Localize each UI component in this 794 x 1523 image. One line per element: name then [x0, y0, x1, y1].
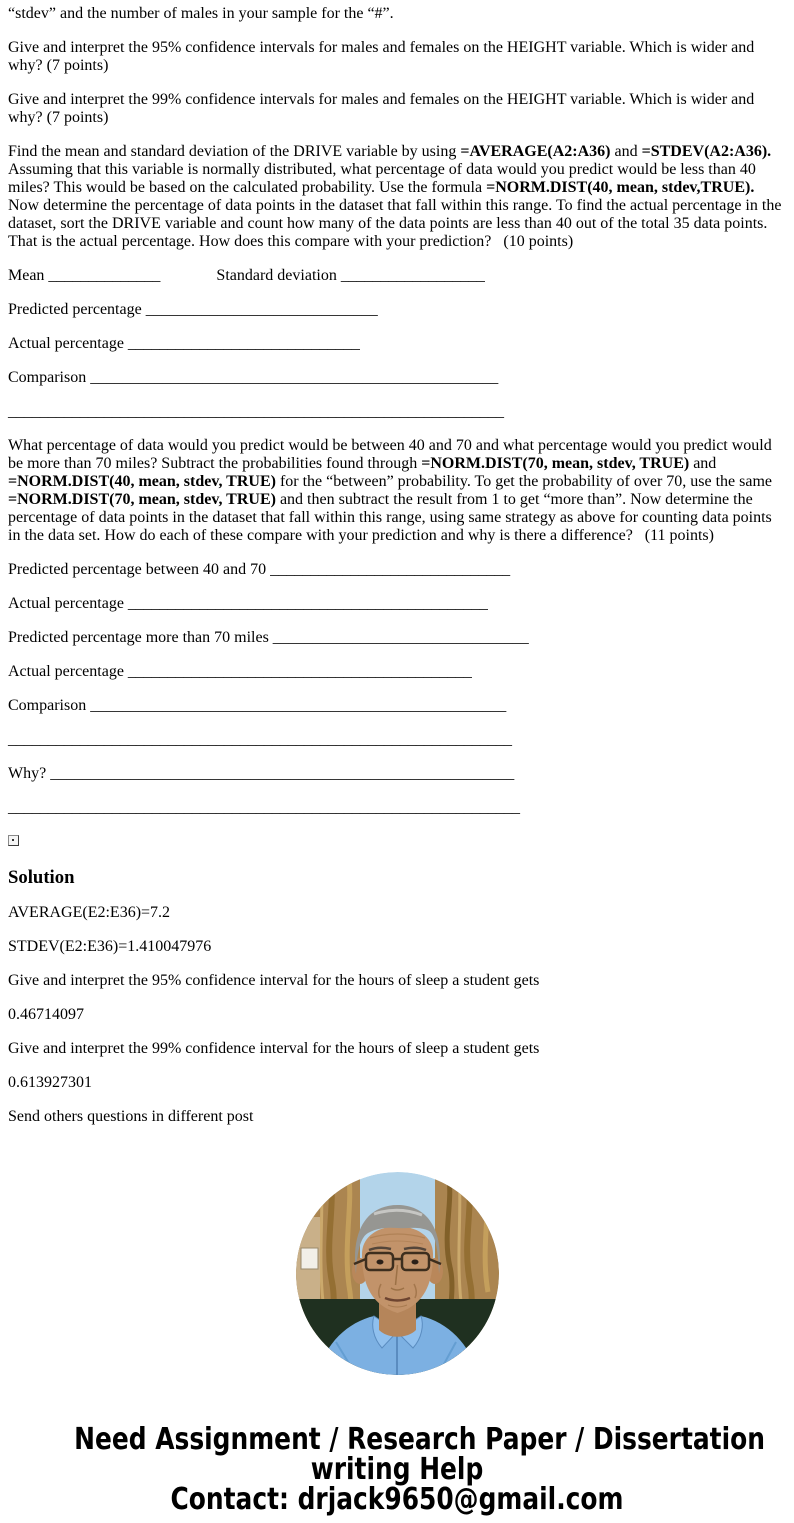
blank-rule-line: _______________________________________________________________: [8, 731, 512, 748]
missing-image-line: [8, 833, 786, 851]
blank-predicted-percentage: Predicted percentage _____________________________: [8, 301, 378, 318]
eye: [376, 1260, 383, 1265]
text-segment: and: [610, 143, 642, 160]
formula-normdist-70: =NORM.DIST(70, mean, stdev, TRUE): [8, 491, 276, 508]
formula-normdist-40: =NORM.DIST(40, mean, stdev,TRUE).: [486, 179, 755, 196]
portrait-illustration: [296, 1172, 499, 1375]
footer-contact-line: Contact: drjack9650@gmail.com: [170, 1482, 624, 1517]
solution-ci99-value: 0.613927301: [8, 1074, 92, 1091]
solution-ci99-line: Give and interpret the 99% confidence interval for the hours of sleep a student gets: [8, 1040, 540, 1057]
text-segment: Assuming that this variable is normally distributed, what percentage of data would you predict would be less than 40 miles? This would be based on the calculated probability. Use the formula: [8, 161, 756, 196]
question-ci99: Give and interpret the 99% confidence intervals for males and females on the HEIGHT variable. Which is wider and why? (7 points): [8, 91, 755, 126]
question-between-paragraph: [8, 437, 786, 545]
formula-normdist-70: =NORM.DIST(70, mean, stdev, TRUE): [421, 455, 690, 472]
blank-rule-line: ________________________________________________________________: [8, 799, 520, 816]
text-segment: Now determine the percentage of data points in the dataset that fall within this range. To find the actual percentage in the dataset, sort the DRIVE variable and count how many of the data points are less than 40 out of the total 35 data points. That is the actual percentage. How does this compare with your prediction? (10 points): [8, 197, 782, 250]
solution-ci95-value: 0.46714097: [8, 1006, 84, 1023]
blank-why: Why? __________________________________________________________: [8, 765, 515, 782]
blank-comparison-2: Comparison ____________________________________________________: [8, 697, 507, 714]
formula-stdev: =STDEV(A2:A36).: [641, 143, 772, 160]
footer-heading-line-2: writing Help: [310, 1452, 484, 1487]
blank-comparison: Comparison ___________________________________________________: [8, 369, 499, 386]
text-segment: for the “between” probability. To get the probability of over 70, use the same: [275, 473, 773, 490]
question-ci95: Give and interpret the 95% confidence intervals for males and females on the HEIGHT variable. Which is wider and why? (7 points): [8, 39, 755, 74]
missing-image-icon: [8, 835, 19, 846]
clipped-top-line: “stdev” and the number of males in your sample for the “#”.: [8, 5, 394, 22]
text-segment: and then subtract the result from 1 to get “more than”. Now determine the percentage of data points in the dataset that fall within this range, using same strategy as above for counting data points in the data set. How do each of these compare with your prediction and why is there a difference? (11 points): [8, 491, 772, 544]
portrait-photo: [296, 1172, 499, 1375]
blank-predicted-more70: Predicted percentage more than 70 miles ________________________________: [8, 629, 529, 646]
question-drive-paragraph: [8, 143, 786, 251]
blank-actual-between: Actual percentage _____________________________________________: [8, 595, 488, 612]
blank-predicted-between: Predicted percentage between 40 and 70 ______________________________: [8, 561, 511, 578]
footer-banner: [8, 1422, 786, 1517]
blank-rule-line: ______________________________________________________________: [8, 403, 504, 420]
footer-heading-line-1: Need Assignment / Research Paper / Dissertation: [74, 1422, 765, 1457]
eye: [411, 1260, 418, 1265]
switch-plate: [301, 1248, 318, 1269]
blank-mean-stdev: Mean ______________ Standard deviation __________________: [8, 267, 485, 284]
solution-heading: Solution: [8, 867, 75, 888]
solution-stdev-line: STDEV(E2:E36)=1.410047976: [8, 938, 212, 955]
text-segment: and: [689, 455, 717, 472]
text-segment: Find the mean and standard deviation of the DRIVE variable by using: [8, 143, 461, 160]
blank-actual-more70: Actual percentage ___________________________________________: [8, 663, 472, 680]
solution-average-line: AVERAGE(E2:E36)=7.2: [8, 904, 171, 921]
blank-actual-percentage: Actual percentage _____________________________: [8, 335, 360, 352]
solution-send-line: Send others questions in different post: [8, 1108, 254, 1125]
text-segment: What percentage of data would you predict would be between 40 and 70 and what percentage would you predict would be more than 70 miles? Subtract the probabilities found through: [8, 437, 772, 472]
formula-average: =AVERAGE(A2:A36): [460, 143, 611, 160]
formula-normdist-40: =NORM.DIST(40, mean, stdev, TRUE): [8, 473, 276, 490]
solution-ci95-line: Give and interpret the 95% confidence interval for the hours of sleep a student gets: [8, 972, 540, 989]
document-body: [0, 5, 794, 1515]
